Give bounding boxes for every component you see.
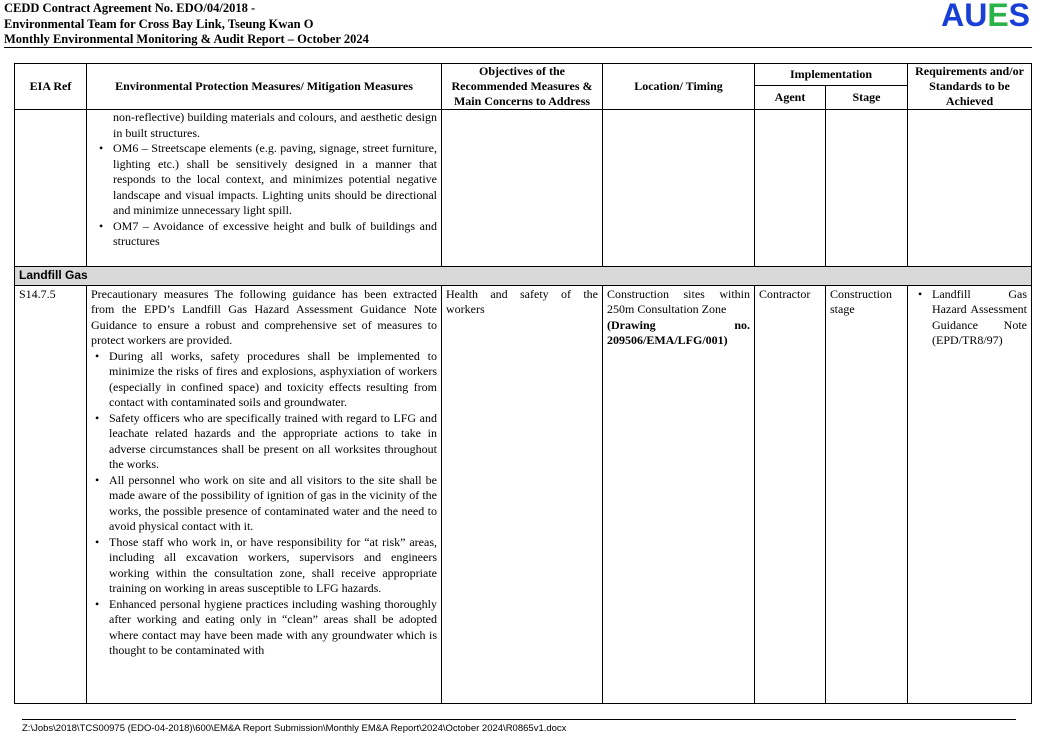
agent-cell: Contractor xyxy=(755,285,826,703)
header-agent: Agent xyxy=(755,86,826,110)
drawing-label: (Drawing xyxy=(607,317,656,332)
header-contract-line: CEDD Contract Agreement No. EDO/04/2018 - xyxy=(4,1,256,15)
header-eia-ref: EIA Ref xyxy=(15,64,87,110)
header-divider xyxy=(4,47,1032,48)
eia-ref-cell: S14.7.5 xyxy=(15,285,87,703)
drawing-no-label: no. xyxy=(734,317,750,332)
report-header xyxy=(4,1,369,48)
list-item: • Safety officers who are specifically trained with regard to LFG and leachate related hazards and the appropriate actions to take in adverse circumstances shall be present on all worksites throughout the works. xyxy=(109,411,437,473)
logo-text-au: AU xyxy=(941,0,988,33)
table-row xyxy=(15,285,1032,703)
header-stage: Stage xyxy=(826,86,908,110)
logo-text-s: S xyxy=(1008,0,1030,33)
list-item: • Those staff who work in, or have responsibility for “at risk” areas, including all excavation workers, supervisors and engineers working within the consultation zone, shall receive appropriate training on working in areas susceptible to LFG hazards. xyxy=(109,535,437,597)
list-item: • Enhanced personal hygiene practices including washing thoroughly after working and eating only in “clean” areas shall be adopted where contact may have been made with any groundwater which is thought to be contaminated with xyxy=(109,597,437,659)
header-implementation: Implementation xyxy=(755,64,908,86)
list-item: • All personnel who work on site and all visitors to the site shall be made aware of the possibility of ignition of gas in the vicinity of the works, the possible presence of contaminated water and the need to avoid physical contact with it. xyxy=(109,473,437,535)
header-measures: Environmental Protection Measures/ Mitigation Measures xyxy=(87,64,442,110)
objective-cell: Health and safety of the workers xyxy=(442,285,603,703)
table-row xyxy=(15,110,1032,267)
header-team-line: Environmental Team for Cross Bay Link, Tseung Kwan O xyxy=(4,16,314,31)
list-item: • OM6 – Streetscape elements (e.g. paving, signage, street furniture, lighting etc.) shall be sensitively designed in a manner that responds to the local context, and minimizes potential negative landscape and visual impacts. Lighting units should be directional and minimize unnecessary light spill. xyxy=(113,141,437,219)
logo-text-e: E xyxy=(987,0,1009,33)
measures-cell xyxy=(87,285,442,703)
footer-divider xyxy=(22,719,1016,720)
requirements-cell xyxy=(908,285,1032,703)
drawing-number: 209506/EMA/LFG/001) xyxy=(607,333,728,347)
header-report-line: Monthly Environmental Monitoring & Audit Report – October 2024 xyxy=(4,32,369,46)
section-title: Landfill Gas xyxy=(15,267,1032,286)
measures-intro: Precautionary measures The following guidance has been extracted from the EPD’s Landfill Gas Hazard Assessment Guidance Note Guidance to ensure a robust and comprehensive set of measures to protect workers are provided. xyxy=(91,286,437,347)
footer-file-path: Z:\Jobs\2018\TCS00975 (EDO-04-2018)\600\EM&A Report Submission\Monthly EM&A Report\2024\October 2024\R0865v1.docx xyxy=(22,723,567,734)
list-item: • During all works, safety procedures shall be implemented to minimize the risks of fires and explosions, asphyxiation of workers (especially in confined space) and toxicity effects resulting from contact with contaminated soils and groundwater. xyxy=(109,349,437,411)
header-location: Location/ Timing xyxy=(603,64,755,110)
stage-cell: Construction stage xyxy=(826,285,908,703)
continued-text: non-reflective) building materials and colours, and aesthetic design in built structures. xyxy=(113,110,437,140)
mitigation-measures-table xyxy=(14,63,1032,704)
header-requirements: Requirements and/or Standards to be Achieved xyxy=(908,64,1032,110)
location-cell xyxy=(603,285,755,703)
aues-logo xyxy=(941,0,1030,34)
header-objectives: Objectives of the Recommended Measures & Main Concerns to Address xyxy=(442,64,603,110)
drawing-ref-line xyxy=(607,318,750,334)
section-row xyxy=(15,267,1032,286)
location-text: Construction sites within 250m Consultation Zone xyxy=(607,286,750,316)
list-item: • Landfill Gas Hazard Assessment Guidance Note (EPD/TR8/97) xyxy=(932,287,1027,349)
list-item: • OM7 – Avoidance of excessive height and bulk of buildings and structures xyxy=(113,219,437,250)
